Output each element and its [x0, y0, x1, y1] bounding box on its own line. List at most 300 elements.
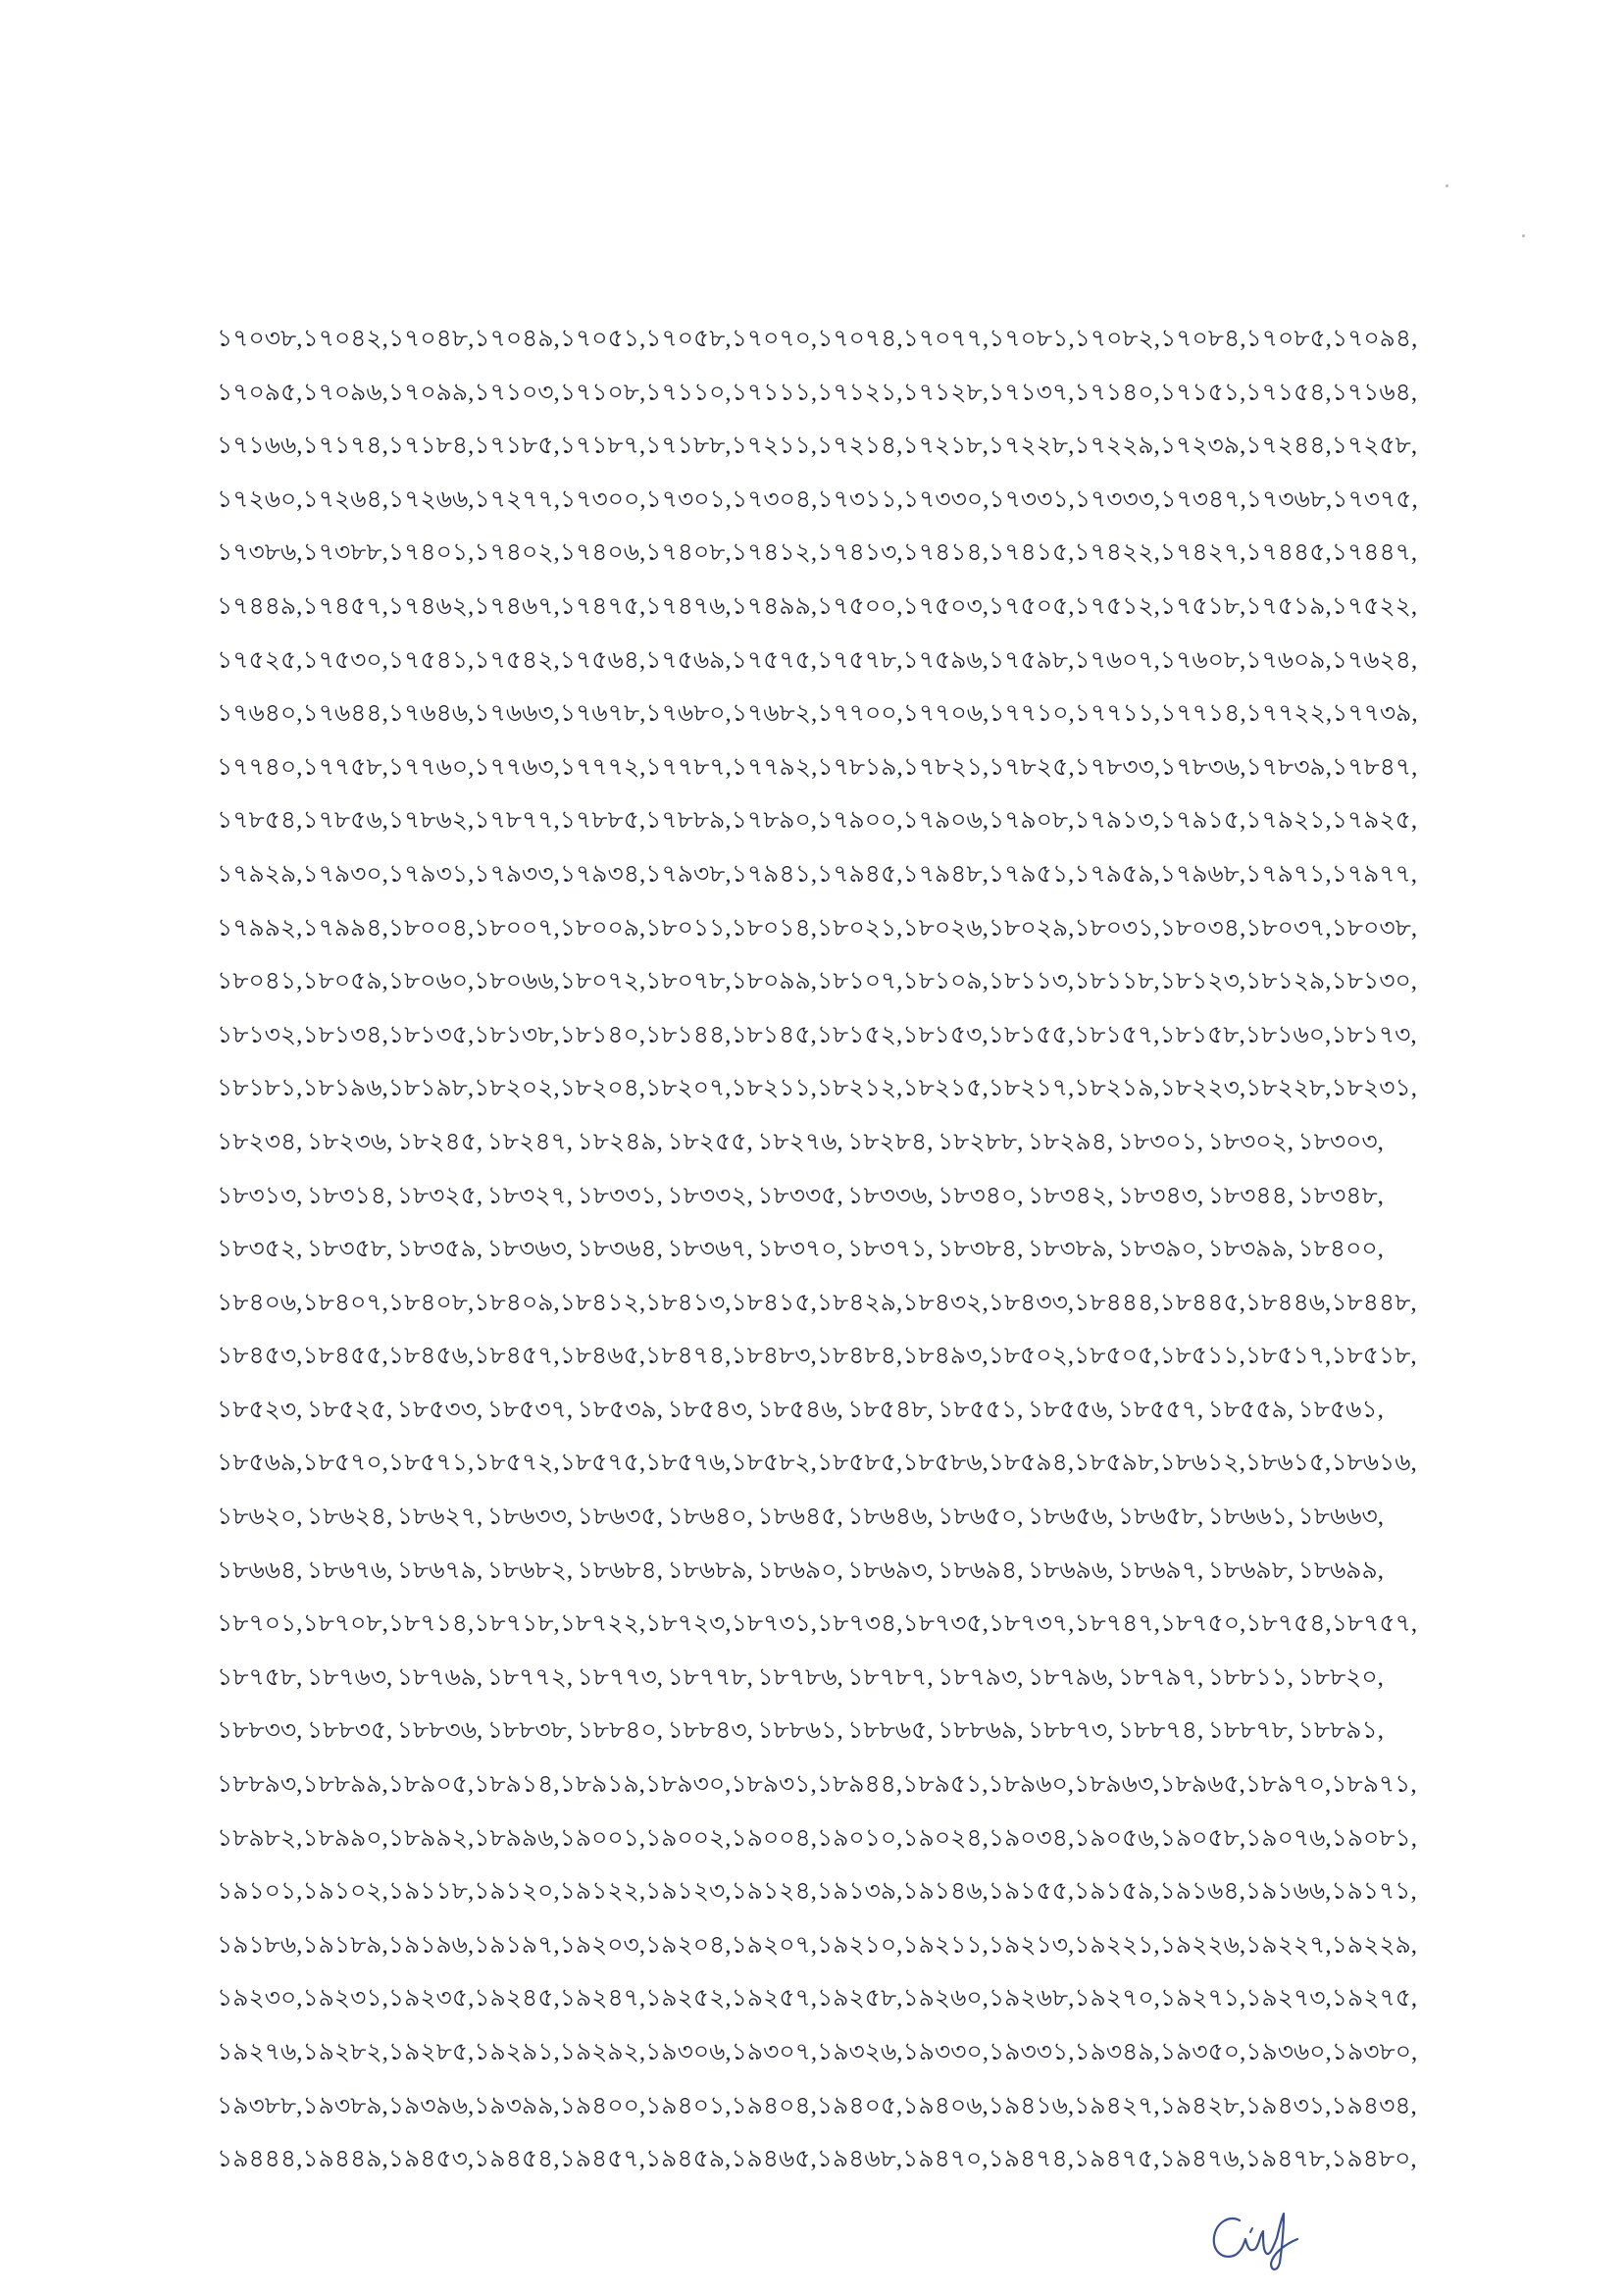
number-entry: ১৮১৫২, [816, 1021, 903, 1048]
number-entry: ১৮৫৯৮, [1074, 1450, 1160, 1477]
number-entry: ১৯২৭০, [1074, 1985, 1160, 2013]
number-entry: ১৭৮৮৫, [559, 807, 646, 835]
number-entry: ১৮৯৪৪, [816, 1771, 903, 1799]
number-entry: ১৮৭৩১, [731, 1610, 818, 1638]
number-entry: ১৮২৮৮, [937, 1128, 1024, 1155]
number-entry: ১৭১২১, [817, 379, 903, 406]
number-entry: ১৮৭০৮, [302, 1610, 388, 1638]
number-entry: ১৮৪৪৫, [1159, 1289, 1245, 1316]
number-entry: ১৮৪৫৭, [474, 1343, 560, 1370]
number-entry: ১৯২৩১, [302, 1985, 388, 2013]
number-entry: ১৮০৪১, [217, 968, 303, 995]
number-entry: ১৮৭৩৪, [817, 1610, 903, 1638]
number-entry: ১৮৫৮৬, [902, 1450, 989, 1477]
number-entry: ১৮৬৫৬, [1027, 1504, 1114, 1531]
number-entry: ১৯২৫২, [645, 1985, 732, 2013]
number-line [217, 1545, 1384, 1599]
number-line [217, 1759, 1417, 1812]
number-line [217, 2080, 1417, 2134]
number-entry: ১৮৮৭৪, [1117, 1717, 1204, 1745]
number-entry: ১৭৬০৯, [1245, 646, 1332, 674]
number-entry: ১৭৫৭৫, [731, 646, 818, 674]
number-entry: ১৯৩৬০, [1245, 2039, 1332, 2065]
number-entry: ১৭৯৩৮, [645, 860, 732, 888]
number-entry: ১৮২৪৭, [486, 1128, 574, 1155]
number-entry: ১৯৪২৭, [1074, 2092, 1160, 2119]
number-entry: ১৮৭৩৭, [988, 1610, 1075, 1638]
number-entry: ১৮৮৩৮, [486, 1717, 574, 1745]
number-entry: ১৯০০১, [559, 1824, 646, 1852]
number-entry: ১৭৮৩৯, [1245, 753, 1332, 781]
number-entry: ১৮৫৫১, [938, 1396, 1024, 1423]
number-entry: ১৮০১৪, [731, 914, 817, 942]
number-entry: ১৮৮৪০, [577, 1717, 663, 1745]
number-entry: ১৯২৪৭, [559, 1985, 646, 2013]
number-entry: ১৮১৮১, [217, 1075, 303, 1102]
number-entry: ১৮৭৮৬, [757, 1663, 843, 1691]
number-entry: ১৮৯৮২, [217, 1824, 303, 1852]
number-entry: ১৮২১২, [816, 1075, 903, 1102]
number-entry: ১৮৪৮৪, [816, 1343, 903, 1370]
number-entry: ১৭১৩৭, [988, 379, 1075, 406]
number-entry: ১৯২৩০, [217, 1985, 303, 2013]
number-entry: ১৮৪৫৫, [302, 1343, 388, 1370]
number-line [217, 1437, 1417, 1491]
number-entry: ১৭৫৬৯, [645, 646, 732, 674]
number-entry: ১৭৫১৯, [1245, 592, 1332, 620]
number-entry: ১৯১৫৫, [988, 1878, 1075, 1906]
number-entry: ১৮৬৭৯, [396, 1556, 483, 1584]
number-entry: ১৭৩০১, [645, 485, 732, 513]
number-entry: ১৯২৮২, [302, 2039, 388, 2065]
number-entry: ১৮৮২০, [1297, 1663, 1384, 1691]
number-list [217, 313, 1418, 2187]
number-entry: ১৮২৩১, [1331, 1075, 1417, 1102]
number-entry: ১৮৩৬৭, [667, 1236, 753, 1263]
number-entry: ১৭২১১, [731, 433, 817, 460]
number-entry: ১৯৪৫৭, [559, 2146, 645, 2173]
number-entry: ১৮৩৬৩, [486, 1236, 574, 1263]
number-entry: ১৮৯৬৩, [1073, 1771, 1160, 1799]
number-entry: ১৮৩৭১, [847, 1236, 934, 1263]
number-entry: ১৭৫০৩, [902, 592, 990, 620]
number-entry: ১৮৭২৩, [645, 1610, 732, 1638]
number-entry: ১৮৫৬৯, [217, 1450, 303, 1477]
number-entry: ১৮৫৩৭, [486, 1396, 574, 1423]
number-entry: ১৯৪০৬, [902, 2092, 989, 2119]
number-entry: ১৮০৬০, [387, 968, 475, 995]
number-entry: ১৮১১৩, [988, 968, 1075, 995]
number-entry: ১৮৬৪৬, [847, 1504, 934, 1531]
number-entry: ১৮২৯৪, [1027, 1128, 1114, 1155]
number-entry: ১৭৫৩০, [302, 646, 388, 674]
number-entry: ১৮১০৯, [902, 968, 989, 995]
number-entry: ১৮৩৪২, [1027, 1182, 1114, 1209]
number-entry: ১৭০৫৮, [645, 326, 732, 352]
number-entry: ১৭৮৫৬, [302, 807, 388, 835]
number-entry: ১৭৫৯৮, [988, 646, 1075, 674]
number-entry: ১৮৩০২, [1207, 1128, 1294, 1155]
number-entry: ১৭৪৭৫, [559, 592, 646, 620]
number-entry: ১৯৩২৬, [817, 2039, 903, 2065]
number-entry: ১৮০৬৬, [474, 968, 560, 995]
number-entry: ১৮৩৬৪, [577, 1236, 663, 1263]
number-entry: ১৮৩৮৯, [1027, 1236, 1114, 1263]
number-entry: ১৭৪৪৯, [217, 592, 303, 620]
number-entry: ১৭৩০০, [559, 485, 646, 513]
number-line [217, 688, 1418, 741]
number-entry: ১৭০৮৪, [1160, 326, 1246, 352]
number-entry: ১৭১৮৮, [645, 433, 732, 460]
number-entry: ১৭৯৯৪, [302, 914, 388, 942]
number-entry: ১৮৯০৫, [387, 1771, 475, 1799]
number-entry: ১৭৮৭৭, [474, 807, 560, 835]
number-entry: ১৮৯৯০, [302, 1824, 388, 1852]
number-entry: ১৯১৮৯, [302, 1931, 388, 1959]
number-entry: ১৮৩২৫, [396, 1182, 483, 1209]
number-line [217, 1170, 1384, 1224]
number-entry: ১৮১৩৫, [387, 1021, 475, 1048]
number-line [217, 420, 1418, 474]
number-entry: ১৭৩৮৮, [302, 539, 388, 567]
number-entry: ১৯৩৯৯, [474, 2092, 560, 2119]
number-entry: ১৮৬৮২, [486, 1556, 574, 1584]
number-entry: ১৮০৭২, [559, 968, 646, 995]
number-entry: ১৭১১১, [731, 379, 818, 406]
number-entry: ১৮১৫৭, [1074, 1021, 1160, 1048]
number-entry: ১৮৮৭৮, [1207, 1717, 1294, 1745]
number-entry: ১৭৪২২, [1074, 539, 1160, 567]
number-entry: ১৮১৯৮, [387, 1075, 475, 1102]
number-entry: ১৮২৪৫, [396, 1128, 483, 1155]
scan-speck [1446, 184, 1448, 187]
number-entry: ১৭০৩৮, [217, 326, 303, 352]
number-entry: ১৮২১৫, [902, 1075, 989, 1102]
number-entry: ১৭০৪৮, [387, 326, 475, 352]
number-entry: ১৭২৪৪, [1245, 433, 1332, 460]
number-entry: ১৯২২৬, [1159, 1931, 1246, 1959]
number-entry: ১৭৭০৬, [902, 700, 990, 728]
number-entry: ১৭৬৭৮, [559, 700, 646, 728]
number-entry: ১৮৪১২, [559, 1289, 646, 1316]
number-entry: ১৮৪৬৫, [559, 1343, 645, 1370]
number-entry: ১৭৭১৪, [1160, 700, 1246, 728]
number-entry: ১৮১৩২, [217, 1021, 303, 1048]
number-entry: ১৯২২১, [1074, 1931, 1160, 1959]
number-entry: ১৮৩১৪, [306, 1182, 393, 1209]
number-entry: ১৯০৫৬, [1074, 1824, 1160, 1852]
number-entry: ১৯৪৫৯, [644, 2146, 732, 2173]
number-entry: ১৮০৩৪, [1159, 914, 1246, 942]
number-entry: ১৭৬০৮, [1159, 646, 1246, 674]
number-entry: ১৯৪০০, [559, 2092, 646, 2119]
number-entry: ১৭৬৪৬, [387, 700, 475, 728]
number-entry: ১৮৫৮২, [731, 1450, 817, 1477]
number-entry: ১৯২৩৫, [387, 1985, 475, 2013]
number-entry: ১৭১৫১, [1159, 379, 1246, 406]
number-entry: ১৮১২৯, [1245, 968, 1332, 995]
number-entry: ১৭০৯৯, [387, 379, 475, 406]
number-entry: ১৮০০৭, [474, 914, 560, 942]
number-line [217, 955, 1417, 1009]
number-entry: ১৭৬০৭, [1074, 646, 1160, 674]
number-entry: ১৭৫০০, [817, 592, 903, 620]
number-entry: ১৭৪৬৭, [474, 592, 560, 620]
number-entry: ১৮০৫৯, [302, 968, 388, 995]
number-entry: ১৭৪০৮, [645, 539, 732, 567]
number-entry: ১৭৯০৬, [902, 807, 989, 835]
number-entry: ১৭৯৬৮, [1159, 860, 1246, 888]
number-entry: ১৮৭২২, [559, 1610, 646, 1638]
number-entry: ১৯৩০৭, [731, 2039, 818, 2065]
number-entry: ১৮৫৮৫, [816, 1450, 903, 1477]
number-entry: ১৭৭৫৮, [302, 753, 388, 781]
number-entry: ১৮০২৬, [902, 914, 989, 942]
number-entry: ১৮৮১১, [1207, 1663, 1294, 1691]
number-entry: ১৭০৯৪, [1331, 326, 1418, 352]
number-entry: ১৮৪৫৬, [387, 1343, 475, 1370]
number-entry: ১৭২২৯, [1074, 433, 1160, 460]
number-line [217, 1705, 1384, 1759]
number-entry: ১৯২২৭, [1245, 1931, 1332, 1959]
number-entry: ১৮৩৩৫, [757, 1182, 843, 1209]
number-entry: ১৯৪৪৯, [302, 2146, 388, 2173]
number-entry: ১৮৭৭৮, [667, 1663, 753, 1691]
number-entry: ১৭৪৪৭, [1331, 539, 1418, 567]
number-entry: ১৭৮৯০, [731, 807, 818, 835]
number-line [217, 1598, 1418, 1652]
number-entry: ১৮০২৯, [988, 914, 1075, 942]
number-entry: ১৮৬৬৩, [1297, 1504, 1384, 1531]
number-entry: ১৮৬৯৮, [1207, 1556, 1294, 1584]
number-entry: ১৮২০৪, [559, 1075, 646, 1102]
number-entry: ১৮৩৯৯, [1207, 1236, 1294, 1263]
number-entry: ১৯২১১, [902, 1931, 989, 1959]
number-entry: ১৯৪৪৪, [217, 2146, 303, 2173]
number-entry: ১৮৫৩৩, [396, 1396, 483, 1423]
number-entry: ১৮২৭৬, [757, 1128, 843, 1155]
number-entry: ১৮১৪০, [559, 1021, 646, 1048]
number-entry: ১৮৯৭১, [1331, 1771, 1417, 1799]
number-entry: ১৮৫৩৯, [577, 1396, 663, 1423]
number-entry: ১৭৮২১, [902, 753, 990, 781]
number-entry: ১৭৪৭৬, [645, 592, 732, 620]
number-entry: ১৮৭৮৭, [847, 1663, 934, 1691]
number-entry: ১৯২৬০, [902, 1985, 989, 2013]
number-entry: ১৭৫০৫, [989, 592, 1075, 620]
scan-speck [1522, 234, 1525, 237]
number-entry: ১৭৯৪১, [731, 860, 818, 888]
number-entry: ১৭১৪০, [1074, 379, 1160, 406]
number-entry: ১৮৬২৭, [396, 1504, 483, 1531]
number-entry: ১৮৬৮৪, [577, 1556, 663, 1584]
number-entry: ১৮২১৯, [1074, 1075, 1160, 1102]
number-entry: ১৭২৬৪, [302, 485, 388, 513]
number-entry: ১৯৪৩১, [1245, 2092, 1332, 2119]
number-entry: ১৮৬৯৪, [938, 1556, 1024, 1584]
number-line [217, 1116, 1384, 1170]
number-entry: ১৭৩৭৫, [1332, 485, 1418, 513]
number-entry: ১৯৪০১, [645, 2092, 732, 2119]
number-entry: ১৭১০৩, [474, 379, 560, 406]
number-entry: ১৮৫২৫, [306, 1396, 393, 1423]
number-entry: ১৭৪১৩, [817, 539, 903, 567]
number-entry: ১৭০৯৫, [217, 379, 303, 406]
number-entry: ১৭২৬০, [217, 485, 303, 513]
number-entry: ১৮২৮৪, [847, 1128, 934, 1155]
number-entry: ১৮৮৬১, [757, 1717, 843, 1745]
number-entry: ১৮১৫৮, [1159, 1021, 1245, 1048]
number-entry: ১৮১৭৩, [1331, 1021, 1417, 1048]
number-entry: ১৮৯৬০, [988, 1771, 1074, 1799]
number-entry: ১৮৪০৯, [474, 1289, 560, 1316]
number-entry: ১৭৯৭৭, [1331, 860, 1418, 888]
number-entry: ১৭৫৪১, [387, 646, 475, 674]
number-entry: ১৭৭৪০, [217, 753, 303, 781]
number-entry: ১৯৪৫৪, [474, 2146, 560, 2173]
number-entry: ১৮৩৪৪, [1207, 1182, 1294, 1209]
number-entry: ১৯৪০৪, [731, 2092, 817, 2119]
number-entry: ১৯১৪৬, [902, 1878, 989, 1906]
number-entry: ১৭৬৪৪, [302, 700, 388, 728]
number-entry: ১৭০৪২, [302, 326, 388, 352]
number-entry: ১৮৩৫২, [217, 1236, 303, 1263]
number-entry: ১৯১২০, [474, 1878, 560, 1906]
number-entry: ১৭১৮৪, [387, 433, 475, 460]
number-entry: ১৮৯১৪, [474, 1771, 560, 1799]
number-entry: ১৮৮৭৩, [1027, 1717, 1114, 1745]
number-entry: ১৯৩৫০, [1159, 2039, 1246, 2065]
number-line [217, 1972, 1418, 2026]
number-entry: ১৮৫৭০, [302, 1450, 388, 1477]
number-entry: ১৮৬৯৬, [1027, 1556, 1114, 1584]
number-entry: ১৮৩৩১, [577, 1182, 663, 1209]
number-entry: ১৮৩৪৩, [1117, 1182, 1204, 1209]
number-entry: ১৮৯৭০, [1244, 1771, 1332, 1799]
number-entry: ১৭১০৮, [559, 379, 646, 406]
number-entry: ১৮৪০৬, [217, 1289, 303, 1316]
number-entry: ১৯১০১, [217, 1878, 303, 1906]
number-entry: ১৯৪২৮, [1159, 2092, 1245, 2119]
number-entry: ১৭৩৮৬, [217, 539, 303, 567]
number-entry: ১৮২৩৪, [217, 1128, 303, 1155]
number-entry: ১৮৫৭২, [474, 1450, 560, 1477]
number-entry: ১৮৬৮৯, [667, 1556, 753, 1584]
number-entry: ১৮৩০১, [1117, 1128, 1204, 1155]
number-entry: ১৭৭১১, [1074, 700, 1161, 728]
number-entry: ১৭২৩৯, [1159, 433, 1246, 460]
number-entry: ১৮৬১৬, [1331, 1450, 1417, 1477]
number-entry: ১৮৭৯৬, [1027, 1663, 1114, 1691]
number-entry: ১৮১১৮, [1074, 968, 1160, 995]
number-entry: ১৮১৪৪, [645, 1021, 732, 1048]
number-entry: ১৮৫১১, [1159, 1343, 1245, 1370]
number-entry: ১৭০৪৯, [474, 326, 560, 352]
number-entry: ১৯১৩৯, [816, 1878, 903, 1906]
number-entry: ১৭৮৮৯, [645, 807, 732, 835]
number-entry: ১৯৪৮০, [1331, 2146, 1417, 2173]
number-line [217, 1652, 1384, 1706]
number-entry: ১৯২১৩, [988, 1931, 1075, 1959]
number-entry: ১৮৯৬৫, [1159, 1771, 1245, 1799]
number-entry: ১৮৩৮৪, [938, 1236, 1024, 1263]
number-entry: ১৯১৬৬, [1244, 1878, 1332, 1906]
number-entry: ১৮৩৩৬, [847, 1182, 934, 1209]
number-entry: ১৯৩৩১, [989, 2039, 1075, 2065]
number-entry: ১৮৯৫১, [902, 1771, 989, 1799]
number-entry: ১৭৪৫৭, [302, 592, 388, 620]
number-entry: ১৯১১৮, [387, 1878, 475, 1906]
number-entry: ১৭০৮১, [989, 326, 1075, 352]
number-entry: ১৭৫২৫, [217, 646, 303, 674]
number-entry: ১৯২৫৭, [731, 1985, 818, 2013]
number-entry: ১৮০১১, [645, 914, 732, 942]
number-entry: ১৮৪৯৩, [902, 1343, 989, 1370]
number-entry: ১৭৪১২, [731, 539, 818, 567]
number-entry: ১৮৬৯৯, [1297, 1556, 1384, 1584]
number-entry: ১৮০৩৮, [1331, 914, 1418, 942]
number-entry: ১৮৬১৫, [1244, 1450, 1332, 1477]
number-entry: ১৮৪১৫, [731, 1289, 817, 1316]
number-entry: ১৮০৭৮, [645, 968, 732, 995]
number-entry: ১৭৮১৯, [817, 753, 903, 781]
number-entry: ১৭৬৮০, [645, 700, 732, 728]
number-entry: ১৭৯৫৯, [1074, 860, 1160, 888]
number-entry: ১৯৪৬৫, [731, 2146, 817, 2173]
number-entry: ১৮৭৪৭, [1074, 1610, 1160, 1638]
number-entry: ১৮৫৭৫, [559, 1450, 646, 1477]
number-entry: ১৯৩৩০, [902, 2039, 990, 2065]
number-entry: ১৮৫১৮, [1331, 1343, 1417, 1370]
number-entry: ১৭৬৪০, [217, 700, 303, 728]
number-entry: ১৯১৫৯, [1074, 1878, 1160, 1906]
number-entry: ১৭৯৩১, [387, 860, 475, 888]
number-line [217, 1919, 1418, 1973]
number-entry: ১৮৪৩৩, [988, 1289, 1075, 1316]
number-entry: ১৮২১৭, [988, 1075, 1075, 1102]
number-line [217, 474, 1418, 528]
number-entry: ১৯২২৯, [1331, 1931, 1418, 1959]
number-entry: ১৮৮৪৩, [667, 1717, 753, 1745]
number-entry: ১৭১৭৪, [302, 433, 388, 460]
number-entry: ১৯২৪৫, [474, 1985, 560, 2013]
number-entry: ১৭৫১৮, [1159, 592, 1246, 620]
number-entry: ১৭২৭৭, [474, 485, 560, 513]
number-entry: ১৮৫৫৭, [1117, 1396, 1204, 1423]
number-line [217, 741, 1418, 795]
number-entry: ১৮৫২৩, [217, 1396, 303, 1423]
number-line [217, 1491, 1384, 1545]
number-entry: ১৮৫৪৮, [847, 1396, 934, 1423]
number-entry: ১৭০৮২, [1074, 326, 1161, 352]
number-line [217, 581, 1418, 635]
number-entry: ১৭৯৫১, [988, 860, 1075, 888]
number-entry: ১৯৪৭৬, [1159, 2146, 1245, 2173]
number-entry: ১৮১৩০, [1331, 968, 1417, 995]
number-entry: ১৮১৩৪, [302, 1021, 388, 1048]
number-entry: ১৮৬৯৭, [1117, 1556, 1204, 1584]
number-entry: ১৮৫৭৬, [645, 1450, 732, 1477]
number-entry: ১৯২০৪, [645, 1931, 732, 1959]
number-entry: ১৮৯৩০, [644, 1771, 732, 1799]
number-entry: ১৭০৮৫, [1245, 326, 1332, 352]
number-entry: ১৮৪০৭, [302, 1289, 388, 1316]
number-entry: ১৮৬৯০, [757, 1556, 843, 1584]
number-entry: ১৮০০৯, [559, 914, 646, 942]
number-entry: ১৮৩৩২, [667, 1182, 753, 1209]
number-line [217, 2026, 1418, 2080]
number-entry: ১৯২৭৩, [1245, 1985, 1332, 2013]
